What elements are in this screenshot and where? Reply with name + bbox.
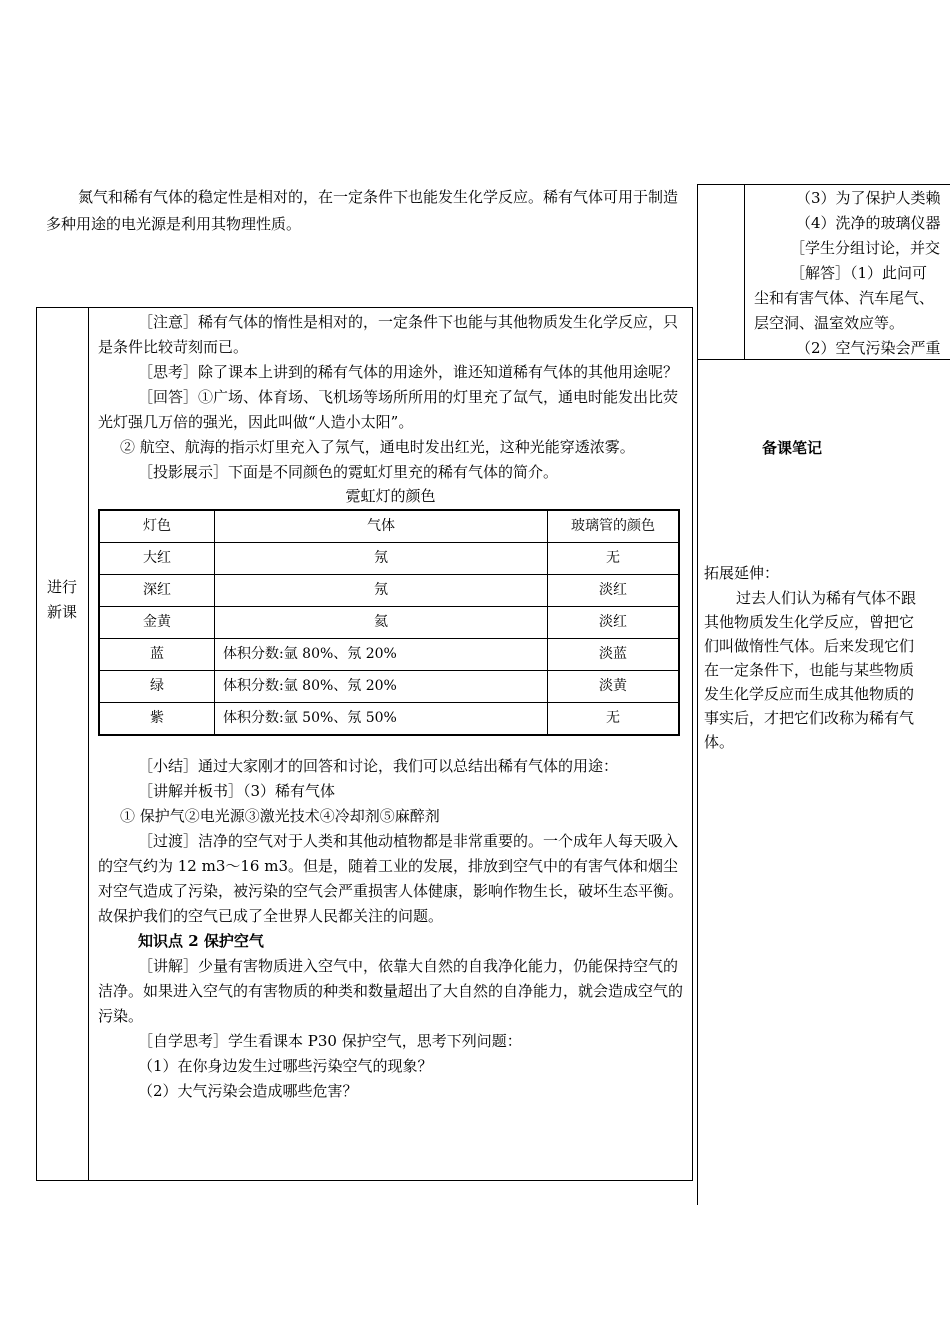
extension-body: 过去人们认为稀有气体不跟其他物质发生化学反应，曾把它们叫做惰性气体。后来发现它们在一定条件下，也能与某些物质发生化学反应而生成其他物质的事实后，才把它们改称为稀有气体。 xyxy=(704,589,917,751)
intro-paragraph: 氮气和稀有气体的稳定性是相对的，在一定条件下也能发生化学反应。稀有气体可用于制造多种用途的电光源是利用其物理性质。 xyxy=(46,188,679,233)
section-label-line: 进行 xyxy=(46,578,77,596)
answer-paragraph: ［回答］①广场、体育场、飞机场等场所所用的灯里充了氙气，通电时能发出比荧光灯强几万倍的强光，因此叫做“人造小太阳”。 xyxy=(98,388,679,431)
think-paragraph: ［思考］除了课本上讲到的稀有气体的用途外，谁还知道稀有气体的其他用途呢？ xyxy=(138,363,679,381)
table-row xyxy=(99,639,679,671)
table-cell: 淡蓝 xyxy=(548,639,680,671)
table-row xyxy=(99,607,679,639)
right-top-text xyxy=(754,186,950,361)
table-cell: 淡黄 xyxy=(548,671,680,703)
table-cell: 蓝 xyxy=(99,639,215,671)
right-top-line: （2）空气污染会严重 xyxy=(796,339,941,357)
table-cell: 无 xyxy=(548,543,680,575)
table-header: 玻璃管的颜色 xyxy=(548,510,680,543)
table-row xyxy=(99,703,679,736)
table-cell: 体积分数:氩 50%、氖 50% xyxy=(215,703,548,736)
extension-title: 拓展延伸： xyxy=(704,564,780,582)
table-cell: 淡红 xyxy=(548,607,680,639)
right-top-divider xyxy=(744,184,745,359)
right-top-line: 尘和有害气体、汽车尾气、 xyxy=(754,289,935,307)
table-header: 气体 xyxy=(215,510,548,543)
lesson-content xyxy=(98,310,683,1104)
right-column-line xyxy=(697,359,698,1205)
table-cell: 淡红 xyxy=(548,575,680,607)
table-cell: 绿 xyxy=(99,671,215,703)
board-paragraph: ［讲解并板书］（3）稀有气体 xyxy=(138,782,336,800)
table-cell: 体积分数:氩 80%、氖 20% xyxy=(215,671,548,703)
right-top-line: （4）洗净的玻璃仪器 xyxy=(796,214,941,232)
table-cell: 深红 xyxy=(99,575,215,607)
right-top-line: ［学生分组讨论，并交 xyxy=(790,239,941,257)
main-table-divider xyxy=(88,307,89,1181)
neon-table xyxy=(98,509,680,736)
answer-paragraph-2: ② 航空、航海的指示灯里充入了氖气，通电时发出红光，这种光能穿透浓雾。 xyxy=(120,438,635,456)
notes-title: 备课笔记 xyxy=(762,439,823,457)
note-paragraph: ［注意］稀有气体的惰性是相对的，一定条件下也能与其他物质发生化学反应，只是条件比较苛刻而已。 xyxy=(98,313,679,356)
projection-paragraph: ［投影展示］下面是不同颜色的霓虹灯里充的稀有气体的简介。 xyxy=(138,463,559,481)
transition-paragraph: ［过渡］洁净的空气对于人类和其他动植物都是非常重要的。一个成年人每天吸入的空气约为 12 m3～16 m3。但是，随着工业的发展，排放到空气中的有害气体和烟尘对空气造成了污染，被污染的空气会严重损害人体健康，影响作物生长，破坏生态平衡。故保护我们的空气已成了全世界人民都关注的问题。 xyxy=(98,832,684,925)
table-cell: 氖 xyxy=(215,575,548,607)
table-header: 灯色 xyxy=(99,510,215,543)
table-header-row xyxy=(99,510,679,543)
table-cell: 无 xyxy=(548,703,680,736)
neon-table-title: 霓虹灯的颜色 xyxy=(345,487,436,505)
question-item: （2）大气污染会造成哪些危害？ xyxy=(138,1082,358,1100)
table-cell: 氖 xyxy=(215,543,548,575)
table-cell: 氦 xyxy=(215,607,548,639)
section-label xyxy=(36,575,88,625)
table-row xyxy=(99,671,679,703)
question-item: （1）在你身边发生过哪些污染空气的现象？ xyxy=(138,1057,433,1075)
table-cell: 大红 xyxy=(99,543,215,575)
self-study-paragraph: ［自学思考］学生看课本 P30 保护空气，思考下列问题： xyxy=(138,1032,522,1050)
table-row xyxy=(99,543,679,575)
right-top-line: ［解答］（1）此问可 xyxy=(790,264,928,282)
summary-paragraph: ［小结］通过大家刚才的回答和讨论，我们可以总结出稀有气体的用途： xyxy=(138,757,619,775)
table-row xyxy=(99,575,679,607)
section-label-line: 新课 xyxy=(46,603,77,621)
knowledge-point-heading: 知识点 2 保护空气 xyxy=(138,932,264,950)
right-top-line: 层空洞、温室效应等。 xyxy=(754,314,905,332)
right-top-line: （3）为了保护人类赖 xyxy=(796,189,941,207)
table-cell: 金黄 xyxy=(99,607,215,639)
table-cell: 紫 xyxy=(99,703,215,736)
explain-paragraph: ［讲解］少量有害物质进入空气中，依靠大自然的自我净化能力，仍能保持空气的洁净。如果进入空气的有害物质的种类和数量超出了大自然的自净能力，就会造成空气的污染。 xyxy=(98,957,684,1025)
table-cell: 体积分数:氩 80%、氖 20% xyxy=(215,639,548,671)
uses-paragraph: ① 保护气②电光源③激光技术④冷却剂⑤麻醉剂 xyxy=(120,807,440,825)
